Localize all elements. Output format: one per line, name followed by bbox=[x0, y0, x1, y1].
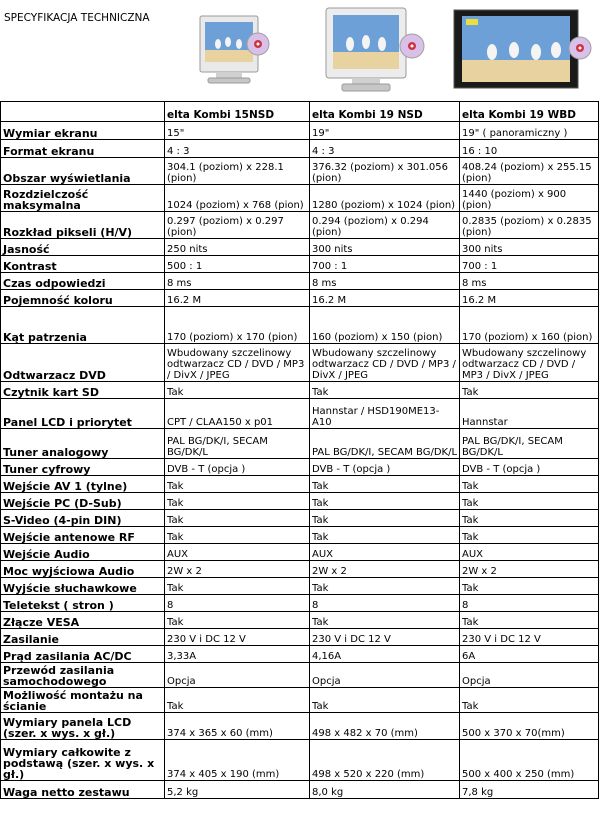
spec-value-model-1: 230 V i DC 12 V bbox=[165, 629, 310, 646]
header-empty-cell bbox=[1, 102, 165, 122]
spec-value-model-2: Hannstar / HSD190ME13-A10 bbox=[310, 399, 460, 429]
spec-label: Moc wyjściowa Audio bbox=[1, 561, 165, 578]
table-row bbox=[1, 399, 599, 429]
spec-value-model-2: 4,16A bbox=[310, 646, 460, 663]
spec-label: Waga netto zestawu bbox=[1, 781, 165, 799]
spec-label: Panel LCD i priorytet bbox=[1, 399, 165, 429]
spec-value-model-2: Tak bbox=[310, 510, 460, 527]
table-row bbox=[1, 612, 599, 629]
spec-value-model-1: AUX bbox=[165, 544, 310, 561]
spec-value-model-3: Tak bbox=[460, 612, 599, 629]
table-row bbox=[1, 740, 599, 781]
spec-value-model-2: Wbudowany szczelinowy odtwarzacz CD / DVD / MP3 / DivX / JPEG bbox=[310, 344, 460, 382]
spec-label: Rozkład pikseli (H/V) bbox=[1, 212, 165, 239]
spec-value-model-3: 8 bbox=[460, 595, 599, 612]
spec-value-model-1: 5,2 kg bbox=[165, 781, 310, 799]
spec-value-model-3: 6A bbox=[460, 646, 599, 663]
spec-label: Złącze VESA bbox=[1, 612, 165, 629]
spec-value-model-3: Wbudowany szczelinowy odtwarzacz CD / DVD / MP3 / DivX / JPEG bbox=[460, 344, 599, 382]
spec-value-model-2: 160 (poziom) x 150 (pion) bbox=[310, 307, 460, 344]
spec-value-model-1: Tak bbox=[165, 476, 310, 493]
spec-value-model-2: 8 ms bbox=[310, 273, 460, 290]
spec-value-model-1: CPT / CLAA150 x p01 bbox=[165, 399, 310, 429]
spec-value-model-3: DVB - T (opcja ) bbox=[460, 459, 599, 476]
spec-label: Prąd zasilania AC/DC bbox=[1, 646, 165, 663]
spec-value-model-1: 1024 (poziom) x 768 (pion) bbox=[165, 185, 310, 212]
spec-value-model-2: 498 x 482 x 70 (mm) bbox=[310, 713, 460, 740]
spec-value-model-2: DVB - T (opcja ) bbox=[310, 459, 460, 476]
table-row bbox=[1, 476, 599, 493]
spec-value-model-1: DVB - T (opcja ) bbox=[165, 459, 310, 476]
table-row bbox=[1, 429, 599, 459]
table-row bbox=[1, 239, 599, 256]
spec-value-model-1: 8 bbox=[165, 595, 310, 612]
spec-value-model-2: 498 x 520 x 220 (mm) bbox=[310, 740, 460, 781]
spec-value-model-2: 0.294 (poziom) x 0.294 (pion) bbox=[310, 212, 460, 239]
specification-table bbox=[0, 101, 599, 799]
spec-label: Jasność bbox=[1, 239, 165, 256]
table-row bbox=[1, 663, 599, 688]
spec-value-model-3: Tak bbox=[460, 382, 599, 399]
table-header-row bbox=[1, 102, 599, 122]
spec-value-model-2: Opcja bbox=[310, 663, 460, 688]
spec-value-model-2: 230 V i DC 12 V bbox=[310, 629, 460, 646]
table-row bbox=[1, 713, 599, 740]
spec-label: Pojemność koloru bbox=[1, 290, 165, 307]
spec-label: S-Video (4-pin DIN) bbox=[1, 510, 165, 527]
spec-value-model-2: 16.2 M bbox=[310, 290, 460, 307]
table-row bbox=[1, 307, 599, 344]
spec-label: Tuner cyfrowy bbox=[1, 459, 165, 476]
spec-value-model-3: 16.2 M bbox=[460, 290, 599, 307]
spec-label: Rozdzielczość maksymalna bbox=[1, 185, 165, 212]
table-row bbox=[1, 122, 599, 140]
spec-value-model-3: AUX bbox=[460, 544, 599, 561]
spec-value-model-3: Tak bbox=[460, 510, 599, 527]
spec-value-model-1: Tak bbox=[165, 493, 310, 510]
spec-label: Przewód zasilania samochodowego bbox=[1, 663, 165, 688]
spec-value-model-3: 300 nits bbox=[460, 239, 599, 256]
spec-value-model-2: Tak bbox=[310, 688, 460, 713]
spec-value-model-2: PAL BG/DK/I, SECAM BG/DK/L bbox=[310, 429, 460, 459]
spec-value-model-3: Opcja bbox=[460, 663, 599, 688]
spec-value-model-2: 8,0 kg bbox=[310, 781, 460, 799]
spec-value-model-1: 500 : 1 bbox=[165, 256, 310, 273]
spec-value-model-2: 2W x 2 bbox=[310, 561, 460, 578]
spec-value-model-1: Opcja bbox=[165, 663, 310, 688]
spec-value-model-3: Hannstar bbox=[460, 399, 599, 429]
spec-value-model-3: 7,8 kg bbox=[460, 781, 599, 799]
header-model-3: elta Kombi 19 WBD bbox=[460, 102, 599, 122]
monitor-19wbd-icon bbox=[452, 8, 592, 96]
spec-label: Odtwarzacz DVD bbox=[1, 344, 165, 382]
header-model-2: elta Kombi 19 NSD bbox=[310, 102, 460, 122]
spec-value-model-3: PAL BG/DK/I, SECAM BG/DK/L bbox=[460, 429, 599, 459]
table-row bbox=[1, 273, 599, 290]
spec-value-model-2: 19" bbox=[310, 122, 460, 140]
spec-label: Wejście PC (D-Sub) bbox=[1, 493, 165, 510]
spec-value-model-2: Tak bbox=[310, 493, 460, 510]
table-row bbox=[1, 256, 599, 273]
spec-value-model-3: Tak bbox=[460, 527, 599, 544]
table-row bbox=[1, 578, 599, 595]
spec-value-model-1: Tak bbox=[165, 612, 310, 629]
spec-value-model-2: 300 nits bbox=[310, 239, 460, 256]
spec-label: Teletekst ( stron ) bbox=[1, 595, 165, 612]
spec-value-model-3: 1440 (poziom) x 900 (pion) bbox=[460, 185, 599, 212]
monitor-15nsd-icon bbox=[196, 14, 272, 86]
spec-value-model-2: Tak bbox=[310, 527, 460, 544]
spec-value-model-2: 376.32 (poziom) x 301.056 (pion) bbox=[310, 158, 460, 185]
spec-value-model-3: 19" ( panoramiczny ) bbox=[460, 122, 599, 140]
page-title: SPECYFIKACJA TECHNICZNA bbox=[4, 12, 150, 24]
spec-label: Format ekranu bbox=[1, 140, 165, 158]
spec-value-model-3: 8 ms bbox=[460, 273, 599, 290]
spec-value-model-2: 8 bbox=[310, 595, 460, 612]
spec-label: Wyjście słuchawkowe bbox=[1, 578, 165, 595]
spec-value-model-2: Tak bbox=[310, 578, 460, 595]
spec-value-model-2: 700 : 1 bbox=[310, 256, 460, 273]
spec-value-model-1: 16.2 M bbox=[165, 290, 310, 307]
table-row bbox=[1, 688, 599, 713]
table-row bbox=[1, 382, 599, 399]
spec-value-model-3: 500 x 370 x 70(mm) bbox=[460, 713, 599, 740]
table-row bbox=[1, 140, 599, 158]
table-row bbox=[1, 290, 599, 307]
spec-value-model-1: 15" bbox=[165, 122, 310, 140]
spec-label: Czas odpowiedzi bbox=[1, 273, 165, 290]
table-row bbox=[1, 510, 599, 527]
spec-value-model-2: 1280 (poziom) x 1024 (pion) bbox=[310, 185, 460, 212]
spec-value-model-1: PAL BG/DK/I, SECAM BG/DK/L bbox=[165, 429, 310, 459]
spec-label: Zasilanie bbox=[1, 629, 165, 646]
table-row bbox=[1, 781, 599, 799]
spec-label: Kąt patrzenia bbox=[1, 307, 165, 344]
spec-label: Wymiary całkowite z podstawą (szer. x wys. x gł.) bbox=[1, 740, 165, 781]
spec-value-model-3: 230 V i DC 12 V bbox=[460, 629, 599, 646]
spec-label: Możliwość montażu na ścianie bbox=[1, 688, 165, 713]
spec-value-model-2: Tak bbox=[310, 612, 460, 629]
spec-value-model-1: 374 x 365 x 60 (mm) bbox=[165, 713, 310, 740]
spec-value-model-2: Tak bbox=[310, 476, 460, 493]
spec-value-model-1: Tak bbox=[165, 510, 310, 527]
spec-label: Wymiar ekranu bbox=[1, 122, 165, 140]
spec-value-model-3: 16 : 10 bbox=[460, 140, 599, 158]
spec-value-model-3: Tak bbox=[460, 476, 599, 493]
monitor-19nsd-icon bbox=[322, 6, 426, 94]
spec-value-model-1: 0.297 (poziom) x 0.297 (pion) bbox=[165, 212, 310, 239]
spec-value-model-1: 3,33A bbox=[165, 646, 310, 663]
spec-value-model-3: 408.24 (poziom) x 255.15 (pion) bbox=[460, 158, 599, 185]
spec-value-model-2: AUX bbox=[310, 544, 460, 561]
table-row bbox=[1, 544, 599, 561]
table-row bbox=[1, 629, 599, 646]
table-row bbox=[1, 493, 599, 510]
spec-value-model-3: Tak bbox=[460, 688, 599, 713]
spec-value-model-1: Wbudowany szczelinowy odtwarzacz CD / DVD / MP3 / DivX / JPEG bbox=[165, 344, 310, 382]
spec-label: Czytnik kart SD bbox=[1, 382, 165, 399]
spec-value-model-1: 8 ms bbox=[165, 273, 310, 290]
spec-value-model-1: 170 (poziom) x 170 (pion) bbox=[165, 307, 310, 344]
spec-value-model-2: Tak bbox=[310, 382, 460, 399]
spec-value-model-3: Tak bbox=[460, 493, 599, 510]
spec-value-model-1: Tak bbox=[165, 578, 310, 595]
header-model-1: elta Kombi 15NSD bbox=[165, 102, 310, 122]
table-row bbox=[1, 459, 599, 476]
spec-value-model-1: 250 nits bbox=[165, 239, 310, 256]
spec-label: Wejście Audio bbox=[1, 544, 165, 561]
spec-value-model-1: 4 : 3 bbox=[165, 140, 310, 158]
spec-value-model-3: 170 (poziom) x 160 (pion) bbox=[460, 307, 599, 344]
spec-value-model-1: 374 x 405 x 190 (mm) bbox=[165, 740, 310, 781]
spec-value-model-3: 2W x 2 bbox=[460, 561, 599, 578]
spec-label: Wejście AV 1 (tylne) bbox=[1, 476, 165, 493]
spec-value-model-3: 0.2835 (poziom) x 0.2835 (pion) bbox=[460, 212, 599, 239]
spec-value-model-2: 4 : 3 bbox=[310, 140, 460, 158]
table-row bbox=[1, 595, 599, 612]
spec-value-model-1: Tak bbox=[165, 527, 310, 544]
spec-value-model-1: Tak bbox=[165, 688, 310, 713]
spec-value-model-1: 2W x 2 bbox=[165, 561, 310, 578]
table-row bbox=[1, 561, 599, 578]
spec-value-model-1: Tak bbox=[165, 382, 310, 399]
spec-value-model-1: 304.1 (poziom) x 228.1 (pion) bbox=[165, 158, 310, 185]
spec-label: Tuner analogowy bbox=[1, 429, 165, 459]
spec-value-model-3: 500 x 400 x 250 (mm) bbox=[460, 740, 599, 781]
spec-label: Kontrast bbox=[1, 256, 165, 273]
spec-value-model-3: Tak bbox=[460, 578, 599, 595]
spec-label: Wymiary panela LCD (szer. x wys. x gł.) bbox=[1, 713, 165, 740]
table-row bbox=[1, 158, 599, 185]
spec-value-model-3: 700 : 1 bbox=[460, 256, 599, 273]
table-row bbox=[1, 344, 599, 382]
table-row bbox=[1, 212, 599, 239]
spec-label: Wejście antenowe RF bbox=[1, 527, 165, 544]
spec-label: Obszar wyświetlania bbox=[1, 158, 165, 185]
table-row bbox=[1, 527, 599, 544]
table-row bbox=[1, 646, 599, 663]
table-row bbox=[1, 185, 599, 212]
